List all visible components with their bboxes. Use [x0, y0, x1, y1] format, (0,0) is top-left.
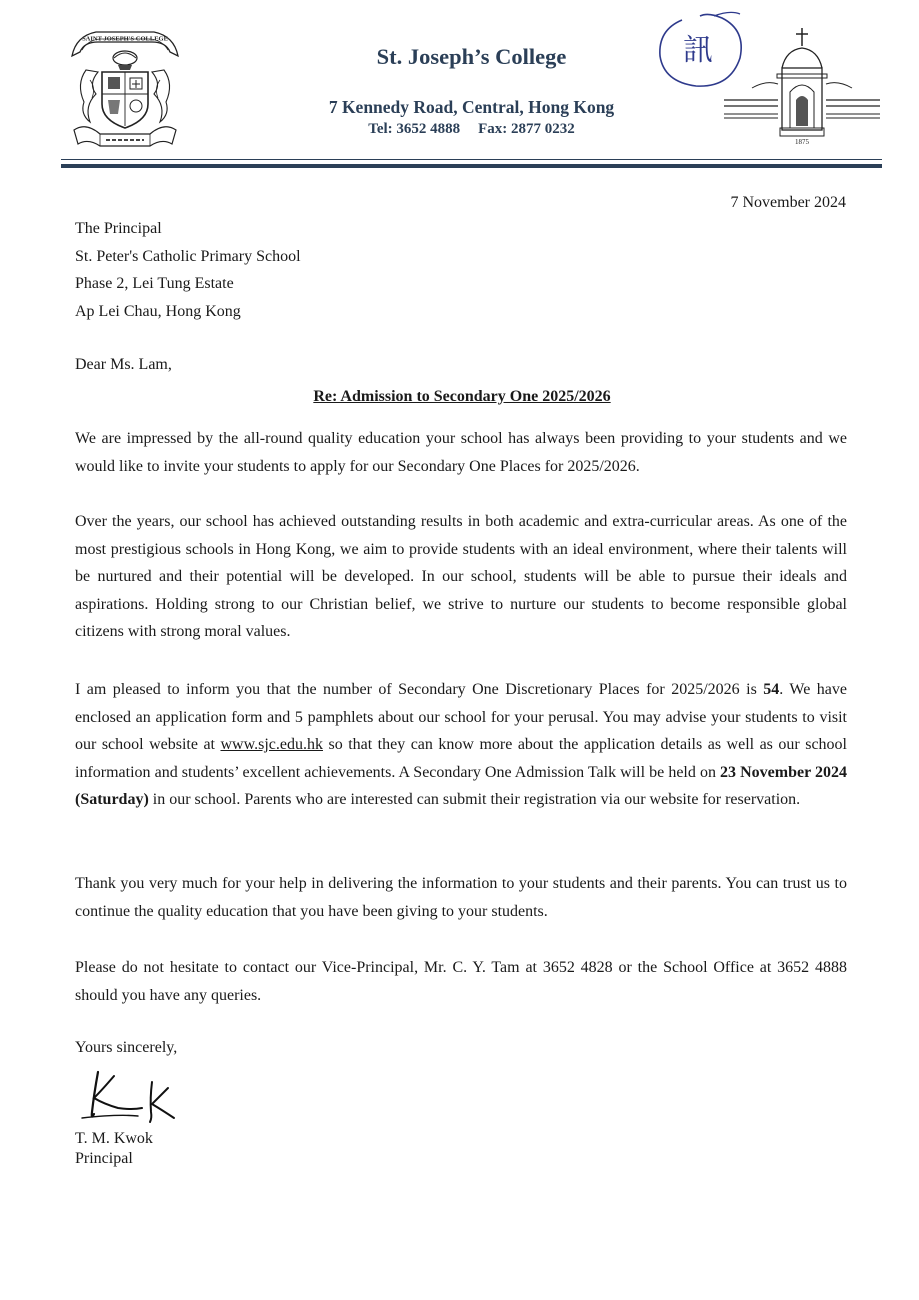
college-name: St. Joseph’s College [376, 44, 567, 69]
svg-text:訊: 訊 [683, 33, 713, 68]
letter-date: 7 November 2024 [730, 194, 846, 211]
recipient-line: Phase 2, Lei Tung Estate [75, 275, 234, 292]
signer-title: Principal [75, 1150, 133, 1167]
recipient-line: Ap Lei Chau, Hong Kong [75, 302, 241, 320]
closing: Yours sincerely, [75, 1039, 178, 1056]
places-count: 54 [763, 681, 780, 698]
recipient-line: St. Peter's Catholic Primary School [75, 247, 301, 265]
signer-name: T. M. Kwok [75, 1130, 153, 1147]
signer-block [75, 1129, 153, 1169]
body-paragraph-contact: Please do not hesitate to contact our Vice-Principal, Mr. C. Y. Tam at 3652 4828 or the School Office at 3652 4888 should you have any queries. [75, 959, 847, 1004]
recipient-line: The Principal [75, 220, 162, 237]
body-paragraph-thanks: Thank you very much for your help in delivering the information to your students and their parents. You can trust us to continue the quality education that you have been giving to your students. [75, 875, 847, 920]
svg-text:SAINT JOSEPH'S COLLEGE: SAINT JOSEPH'S COLLEGE [82, 35, 168, 43]
paragraph-text: . We have enclosed an application form and 5 pamphlets about our school for your perusal. You may advise your students to visit our school website at [75, 681, 847, 753]
subject-line: Re: Admission to Secondary One 2025/2026 [313, 388, 611, 405]
college-building-illustration [722, 28, 882, 146]
salutation: Dear Ms. Lam, [75, 356, 172, 373]
letterhead-divider-thick [61, 164, 882, 168]
college-fax: Fax: 2877 0232 [478, 121, 575, 137]
college-address: 7 Kennedy Road, Central, Hong Kong [328, 97, 615, 117]
letterhead-divider-thin [61, 159, 882, 160]
handwritten-signature [78, 1068, 182, 1128]
svg-text:1875: 1875 [795, 138, 809, 146]
body-paragraph-school-achievements: Over the years, our school has achieved outstanding results in both academic and extra-curricular areas. As one of the most prestigious schools in Hong Kong, we aim to provide students with an ideal environment, where their talents will be nurtured and their potential will be developed. In our school, students will be able to pursue their ideals and aspirations. Holding strong to our Christian belief, we strive to nurture our students to become responsible global citizens with strong moral values. [75, 513, 847, 640]
paragraph-text: so that they can know more about the application details as well as our school information and students’ excellent achievements. A Secondary One Admission Talk will be held on [75, 736, 847, 781]
website-link[interactable]: www.sjc.edu.hk [220, 736, 323, 753]
paragraph-text: in our school. Parents who are interested can submit their registration via our website for reservation. [148, 791, 801, 808]
college-telephone: Tel: 3652 4888 [368, 121, 461, 137]
body-paragraph-invitation: We are impressed by the all-round quality education your school has always been providing to your students and we would like to invite your students to apply for our Secondary One Places for 2025/2026. [75, 430, 847, 475]
paragraph-text: I am pleased to inform you that the number of Secondary One Discretionary Places for 2025/2026 is [75, 681, 764, 698]
body-paragraph-discretionary-places [75, 676, 847, 814]
admission-talk-date: 23 November 2024 (Saturday) [75, 763, 848, 808]
recipient-address-block [75, 215, 301, 325]
